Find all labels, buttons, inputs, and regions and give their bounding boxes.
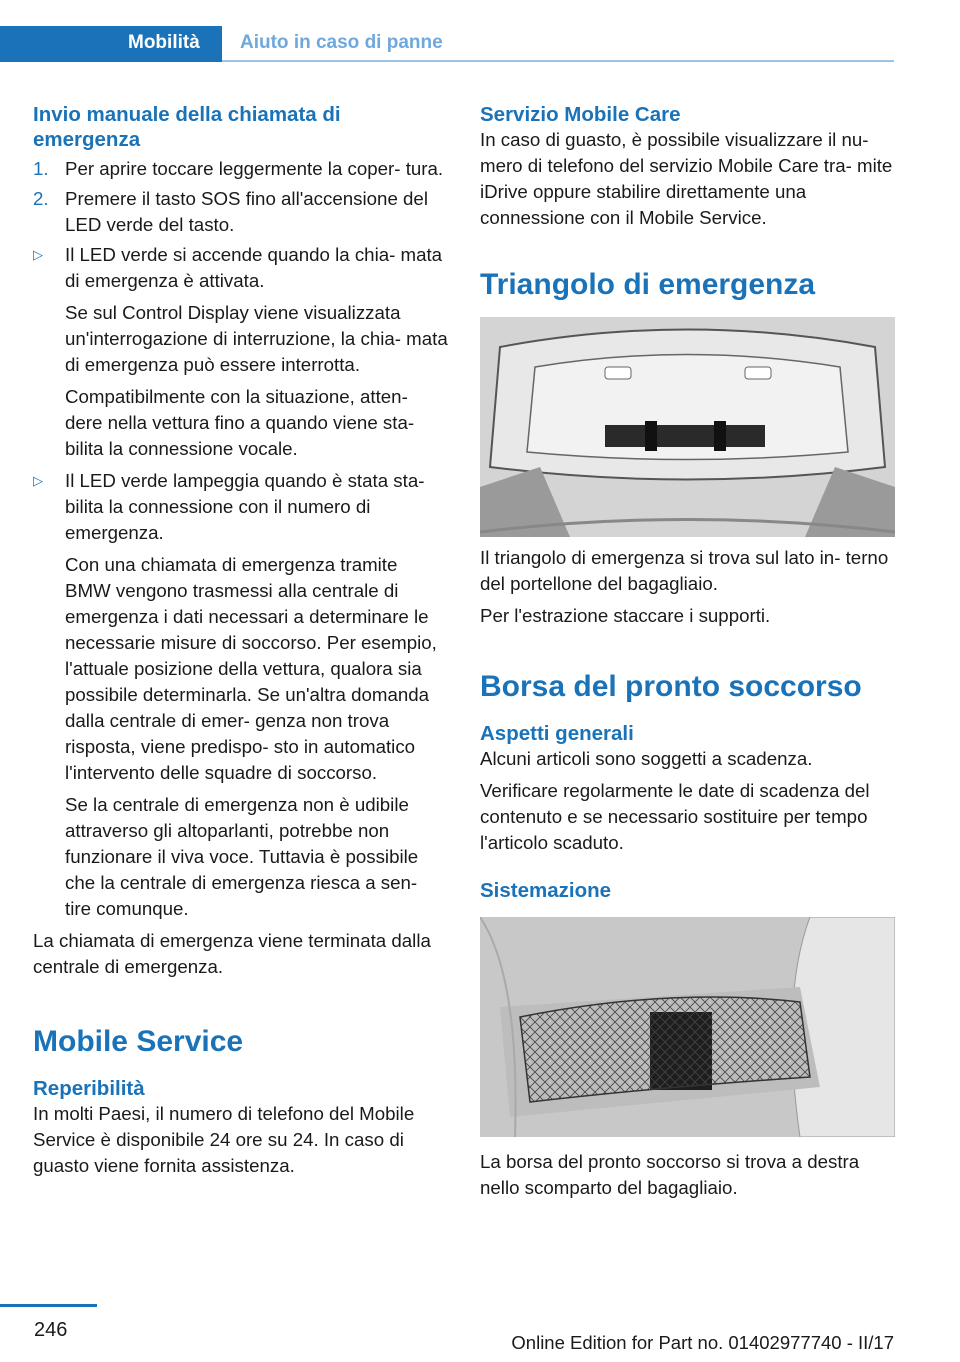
step-1: [33, 156, 448, 182]
right-column: [480, 102, 895, 1201]
heading-reperibilita: Reperibilità: [33, 1077, 145, 1100]
triangle-bullet-icon: ▷: [33, 247, 43, 262]
trunk-net-illustration: [480, 917, 895, 1137]
paragraph: Compatibilmente con la situazione, atten- dere nella vettura fino a quando viene sta- bilita la connessione vocale.: [65, 386, 415, 459]
bullet-text: Il LED verde lampeggia quando è stata sta- bilita la connessione con il numero di emergenza.: [65, 470, 425, 543]
paragraph: Se sul Control Display viene visualizzata un'interrogazione di interruzione, la chia- mata di emergenza può essere interrotta.: [65, 302, 448, 375]
step-2: [33, 186, 448, 238]
heading-mobile-service: Mobile Service: [33, 1025, 244, 1058]
paragraph: Con una chiamata di emergenza tramite BMW vengono trasmessi alla centrale di emergenza i dati necessari a determinare le necessarie misure di soccorso. Per esempio, l'attuale posizione della vettura, qualora sia possibile determinarla. Se un'altra domanda dalla centrale di emer- genza non trova risposta, viene predispo- sto in automatico l'intervento delle squadre di soccorso.: [65, 554, 437, 783]
step-number: 1.: [33, 158, 49, 179]
heading-borsa: Borsa del pronto soccorso: [480, 670, 862, 703]
paragraph: Il triangolo di emergenza si trova sul lato in- terno del portellone del bagagliaio.: [480, 547, 889, 594]
left-column: [33, 102, 448, 1179]
section-tab: Mobilità: [0, 26, 222, 62]
paragraph: La borsa del pronto soccorso si trova a destra nello scomparto del bagagliaio.: [480, 1151, 860, 1198]
paragraph: In caso di guasto, è possibile visualizzare il nu- mero di telefono del servizio Mobile Care tra- mite iDrive oppure stabilire direttamente una connessione con il Mobile Service.: [480, 129, 893, 228]
paragraph: Verificare regolarmente le date di scadenza del contenuto e se necessario sostituire per tempo l'articolo scaduto.: [480, 780, 870, 853]
bullet-led-flash: [33, 468, 448, 546]
page-header: [0, 0, 894, 62]
heading-sistemazione: Sistemazione: [480, 879, 612, 902]
step-number: 2.: [33, 188, 49, 209]
paragraph: Alcuni articoli sono soggetti a scadenza.: [480, 748, 813, 769]
trunk-net-photo: [480, 917, 895, 1137]
paragraph: In molti Paesi, il numero di telefono del Mobile Service è disponibile 24 ore su 24. In caso di guasto viene fornita assistenza.: [33, 1103, 415, 1176]
heading-invio-manuale: Invio manuale della chiamata di emergenza: [33, 103, 341, 151]
subsection-tab: Aiuto in caso di panne: [240, 32, 443, 53]
triangle-bullet-icon: ▷: [33, 473, 43, 488]
paragraph: La chiamata di emergenza viene terminata dalla centrale di emergenza.: [33, 930, 431, 977]
bullet-led-on: [33, 242, 448, 294]
footer-rule: [0, 1304, 97, 1307]
heading-triangolo: Triangolo di emergenza: [480, 268, 816, 301]
heading-aspetti: Aspetti generali: [480, 722, 634, 745]
bullet-text: Il LED verde si accende quando la chia- mata di emergenza è attivata.: [65, 244, 443, 291]
trunk-lid-illustration: [480, 317, 895, 537]
header-rule: [222, 60, 894, 62]
heading-mobile-care: Servizio Mobile Care: [480, 103, 681, 126]
edition-note: Online Edition for Part no. 01402977740 - II/17: [511, 1332, 894, 1353]
page-number: 246: [34, 1319, 68, 1341]
paragraph: Per l'estrazione staccare i supporti.: [480, 605, 771, 626]
paragraph: Se la centrale di emergenza non è udibile attraverso gli altoparlanti, potrebbe non funzionare il viva voce. Tuttavia è possibile che la centrale di emergenza riesca a sen- tire comunque.: [65, 794, 419, 919]
trunk-lid-photo: [480, 317, 895, 537]
step-text: Premere il tasto SOS fino all'accensione del LED verde del tasto.: [65, 188, 428, 235]
step-text: Per aprire toccare leggermente la coper- tura.: [65, 158, 444, 179]
